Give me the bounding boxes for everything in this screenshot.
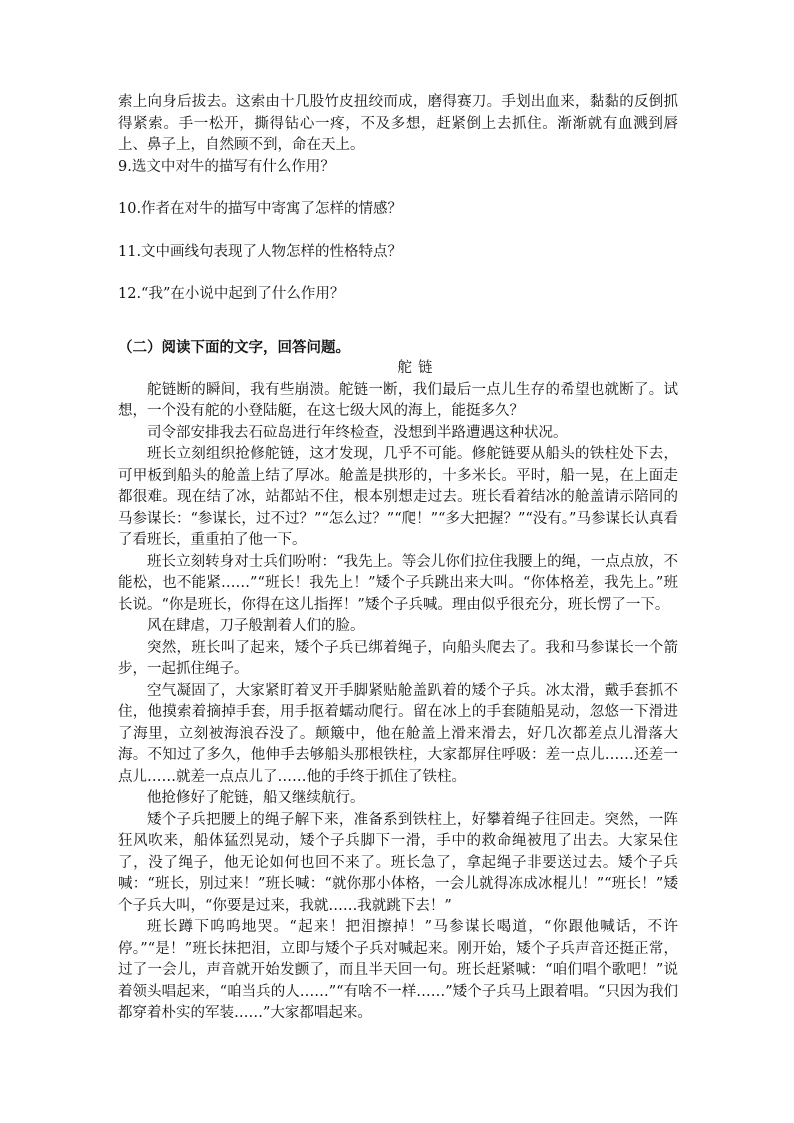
opening-paragraph: 索上向身后拔去。这索由十几股竹皮扭绞而成，磨得赛刀。手划出血来，黏黏的反倒抓得紧索。手一松开，撕得钻心一疼，不及多想，赶紧倒上去抓住。渐渐就有血溅到唇上、鼻子上，自然顾不到，命在天上。	[118, 94, 678, 153]
story-paragraph: 班长立刻组织抢修舵链，这才发现，几乎不可能。修舵链要从船头的铁柱处下去，可甲板到船头的舱盖上结了厚冰。舱盖是拱形的，十多米长。平时，船一晃，在上面走都很难。现在结了冰，站都站不住，根本别想走过去。班长看着结冰的舱盖请示陪同的马参谋长：“参谋长，过不过？”“怎么过？”“爬！”“多大把握？”“没有。”马参谋长认真看了看班长，重重拍了他一下。	[118, 446, 678, 548]
answer-space	[118, 178, 678, 199]
question-10: 10.作者在对牛的描写中寄寓了怎样的情感？	[118, 201, 403, 217]
question-12: 12.“我”在小说中起到了什么作用？	[118, 286, 345, 302]
story-paragraph: 突然，班长叫了起来，矮个子兵已绑着绳子，向船头爬去了。我和马参谋长一个箭步，一起抓住绳子。	[118, 639, 678, 677]
story-paragraph: 空气凝固了，大家紧盯着叉开手脚紧贴舱盖趴着的矮个子兵。冰太滑，戴手套抓不住，他摸索着摘掉手套，用手抠着蠕动爬行。留在冰上的手套随船晃动，忽悠一下滑进了海里，立刻被海浪吞没了。颠簸中，他在舱盖上滑来滑去，好几次都差点儿滑落大海。不知过了多久，他伸手去够船头那根铁柱，大家都屏住呼吸：差一点儿……还差一点儿……就差一点点儿了……他的手终于抓住了铁柱。	[118, 682, 678, 785]
story-paragraph: 班长立刻转身对士兵们吩咐：“我先上。等会儿你们拉住我腰上的绳，一点点放，不能松，也不能紧……”“班长！我先上！”矮个子兵跳出来大叫。“你体格差，我先上。”班长说。“你是班长，你得在这儿指挥！”矮个子兵喊。理由似乎很充分，班长愣了一下。	[118, 553, 678, 613]
story-paragraph: 班长蹲下呜呜地哭。“起来！把泪擦掉！”马参谋长喝道，“你跟他喊话，不许停。”“是！”班长抹把泪，立即与矮个子兵对喊起来。刚开始，矮个子兵声音还挺正常，过了一会儿，声音就开始发颤了，而且半天回一句。班长赶紧喊：“咱们唱个歌吧！”说着领头唱起来，“咱当兵的人……”“有啥不一样……”矮个子兵马上跟着唱。“只因为我们都穿着朴实的军装……”大家都唱起来。	[118, 919, 678, 1021]
story-paragraph: 舵链断的瞬间，我有些崩溃。舵链一断，我们最后一点儿生存的希望也就断了。试想，一个没有舵的小登陆艇，在这七级大风的海上，能挺多久？	[118, 381, 678, 419]
answer-space	[118, 263, 678, 284]
story-paragraph: 风在肆虐，刀子般割着人们的脸。	[147, 618, 365, 634]
story-paragraph: 他抢修好了舵链，船又继续航行。	[147, 790, 365, 806]
question-11: 11.文中画线句表现了人物怎样的性格特点？	[118, 243, 403, 260]
story-title: 舵链	[397, 360, 439, 376]
document-page	[118, 92, 678, 1025]
section-heading: （二）阅读下面的文字，回答问题。	[118, 338, 350, 356]
story-paragraph: 矮个子兵把腰上的绳子解下来，准备系到铁柱上，好攀着绳子往回走。突然，一阵狂风吹来，船体猛烈晃动，矮个子兵脚下一滑，手中的救命绳被甩了出去。大家呆住了，没了绳子，他无论如何也回不来了。班长急了，拿起绳子非要送过去。矮个子兵喊：“班长，别过来！”班长喊：“就你那小体格，一会儿就得冻成冰棍儿！”“班长！”矮个子兵大叫，“你要是过来，我就……我就跳下去！”	[118, 811, 678, 914]
answer-space	[118, 306, 678, 327]
story-paragraph: 司令部安排我去石砬岛进行年终检查，没想到半路遭遇这种状况。	[147, 424, 568, 441]
question-9: 9.选文中对牛的描写有什么作用？	[118, 158, 335, 175]
answer-space	[118, 221, 678, 242]
